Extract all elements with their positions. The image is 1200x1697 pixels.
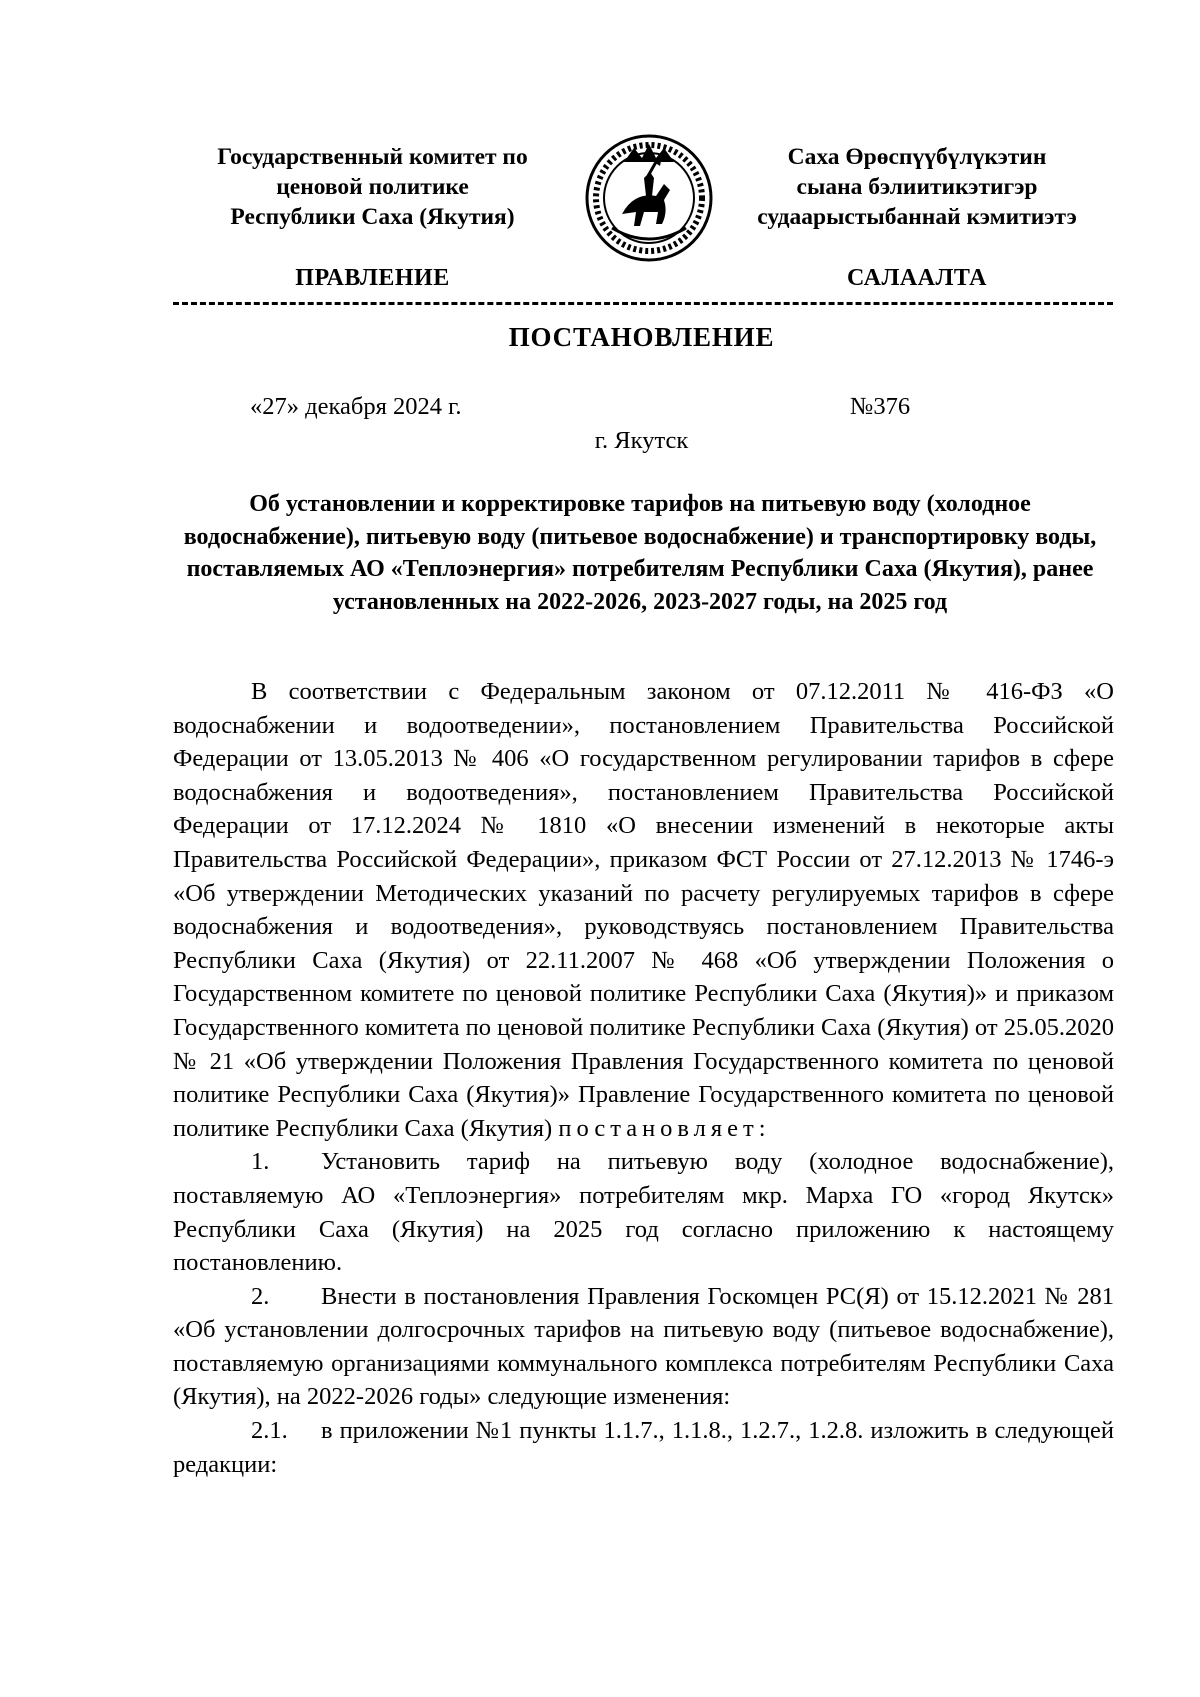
preamble-text: В соответствии с Федеральным законом от 07.12.2011 № 416-ФЗ «О водоснабжении и водоотведении», постановлением Правительства Российской Федерации от 13.05.2013 № 406 «О государственном регулировании тарифов в сфере водоснабжения и водоотведения», постановлением Правительства Российской Федерации от 17.12.2024 № 1810 «О внесении изменений в некоторые акты Правительства Российской Федерации», приказом ФСТ России от 27.12.2013 № 1746-э «Об утверждении Методических указаний по расчету регулируемых тарифов в сфере водоснабжения и водоотведения», руководствуясь постановлением Правительства Республики Саха (Якутия) от 22.11.2007 № 468 «Об утверждении Положения о Государственном комитете по ценовой политике Республики Саха (Якутия)» и приказом Государственного комитета по ценовой политике Республики Саха (Якутия) от 25.05.2020 № 21 «Об утверждении Положения Правления Государственного комитета по ценовой политике Республики Саха (Якутия)» Правление Государственного комитета по ценовой политике Республики Саха (Якутия) — [173, 678, 1114, 1142]
org-name-line: Государственный комитет по — [217, 144, 528, 170]
resolves-text: постановляет: — [558, 1114, 771, 1142]
item-text: Внести в постановления Правления Госкомцен РС(Я) от 15.12.2021 № 281 «Об установлении долгосрочных тарифов на питьевую воду (питьевое водоснабжение), поставляемую организациями коммунального комплекса потребителям Республики Саха (Якутия), на 2022-2026 годы» следующие изменения: — [173, 1282, 1114, 1411]
preamble-paragraph — [173, 675, 1114, 1145]
document-body — [173, 675, 1114, 1481]
list-item — [173, 1145, 1114, 1279]
list-item — [173, 1414, 1114, 1481]
document-number: №376 — [850, 393, 911, 420]
org-name-line: Саха Өрөспүүбүлүкэтин — [787, 144, 1047, 170]
document-title: ПОСТАНОВЛЕНИЕ — [508, 322, 775, 352]
document-date: «27» декабря 2024 г. — [250, 393, 462, 420]
board-label-yakut: САЛААЛТА — [846, 265, 988, 291]
board-label-russian: ПРАВЛЕНИЕ — [295, 265, 450, 291]
item-text: в приложении №1 пункты 1.1.7., 1.1.8., 1.2.7., 1.2.8. изложить в следующей редакции: — [173, 1417, 1114, 1478]
list-item — [173, 1280, 1114, 1414]
item-number: 2.1. — [251, 1417, 288, 1445]
org-name-line: ценовой политике — [276, 174, 469, 200]
item-number: 2. — [251, 1282, 270, 1310]
org-name-line: судаарыстыбаннай кэмитиэтэ — [757, 204, 1077, 230]
org-name-russian — [175, 142, 570, 232]
item-text: Установить тариф на питьевую воду (холодное водоснабжение), поставляемую АО «Теплоэнергия» потребителям мкр. Марха ГО «город Якутск» Республики Саха (Якутия) на 2025 год согласно приложению к настоящему постановлению. — [173, 1148, 1114, 1277]
document-subject: Об установлении и корректировке тарифов на питьевую воду (холодное водоснабжение), питьевую воду (питьевое водоснабжение) и транспортировку воды, поставляемых АО «Теплоэнергия» потребителям Республики Саха (Якутия), ранее установленных на 2022-2026, 2023-2027 годы, на 2025 год — [183, 491, 1097, 615]
document-city: г. Якутск — [594, 427, 689, 454]
item-number: 1. — [251, 1148, 270, 1176]
org-name-yakut — [722, 142, 1112, 232]
coat-of-arms-icon — [584, 132, 714, 264]
separator-line — [173, 302, 1113, 305]
org-name-line: Республики Саха (Якутия) — [230, 204, 515, 230]
org-name-line: сыана бэлиитикэтигэр — [796, 174, 1038, 200]
